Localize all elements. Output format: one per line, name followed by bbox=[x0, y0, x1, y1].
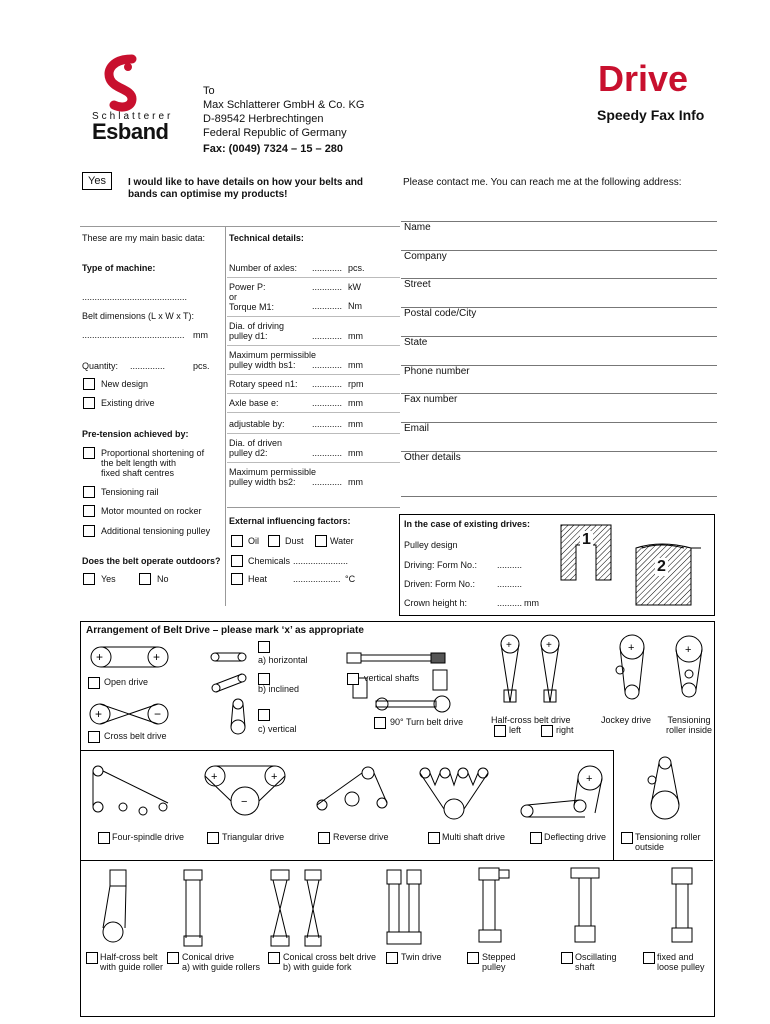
turn90-checkbox[interactable] bbox=[374, 717, 386, 729]
contact-field-phone-number[interactable]: Phone number bbox=[404, 366, 470, 377]
yes-request-checkbox[interactable]: Yes bbox=[82, 172, 112, 190]
chemicals-input[interactable]: ...................... bbox=[293, 556, 349, 566]
adjustable-label: adjustable by: bbox=[229, 419, 285, 429]
proportional-checkbox[interactable] bbox=[83, 447, 95, 459]
adjustable-unit: mm bbox=[348, 419, 363, 429]
half-cross-label: Half-cross belt drive bbox=[491, 715, 571, 725]
arrangement-heading: Arrangement of Belt Drive – please mark ‘x’ as appropriate bbox=[86, 625, 364, 636]
contact-field-name[interactable]: Name bbox=[404, 222, 431, 233]
fixed-loose-diagram bbox=[668, 866, 698, 946]
open-drive-label: Open drive bbox=[104, 677, 149, 687]
tension-outside-label-1: Tensioning roller bbox=[635, 832, 701, 842]
open-drive-checkbox[interactable] bbox=[88, 677, 100, 689]
chemicals-checkbox[interactable] bbox=[231, 555, 243, 567]
driven-form-label: Driven: Form No.: bbox=[404, 579, 476, 589]
max-width2-unit: mm bbox=[348, 477, 363, 487]
half-cross-guide-checkbox[interactable] bbox=[86, 952, 98, 964]
four-spindle-label: Four-spindle drive bbox=[112, 832, 185, 842]
conical-drive-diagram bbox=[180, 868, 210, 948]
vertical-checkbox[interactable] bbox=[258, 709, 270, 721]
half-cross-right-checkbox[interactable] bbox=[541, 725, 553, 737]
max-width1-label-2: pulley width bs1: bbox=[229, 360, 296, 370]
axle-base-unit: mm bbox=[348, 398, 363, 408]
logo bbox=[88, 55, 188, 145]
dia-driving-label-2: pulley d1: bbox=[229, 331, 268, 341]
pulley-profile-diagram bbox=[556, 520, 706, 610]
technical-heading: Technical details: bbox=[229, 233, 304, 243]
open-drive-diagram bbox=[88, 645, 178, 670]
chemicals-label: Chemicals bbox=[248, 556, 291, 566]
machine-input[interactable]: .......................................... bbox=[82, 292, 188, 302]
heat-label: Heat bbox=[248, 574, 268, 584]
multi-shaft-checkbox[interactable] bbox=[428, 832, 440, 844]
tension-outside-label-2: outside bbox=[635, 842, 665, 852]
oscillating-shaft-label-1: Oscillating bbox=[575, 952, 617, 962]
cross-drive-diagram bbox=[88, 702, 178, 727]
max-width2-label-2: pulley width bs2: bbox=[229, 477, 296, 487]
contact-field-state[interactable]: State bbox=[404, 337, 428, 348]
machine-label: Type of machine: bbox=[82, 263, 156, 273]
contact-field-other-details[interactable]: Other details bbox=[404, 452, 461, 463]
conical-cross-label-1: Conical cross belt drive bbox=[283, 952, 377, 962]
svg-text:+: + bbox=[95, 707, 103, 721]
stepped-pulley-label-2: pulley bbox=[482, 962, 506, 972]
tension-inside-diagram bbox=[665, 632, 715, 712]
four-spindle-diagram bbox=[88, 763, 180, 823]
stepped-pulley-diagram bbox=[475, 866, 515, 946]
outdoors-yes-checkbox[interactable] bbox=[83, 573, 95, 585]
svg-text:+: + bbox=[153, 650, 161, 664]
profile-number-1: 1 bbox=[582, 531, 591, 548]
proportional-label-3: fixed shaft centres bbox=[101, 468, 175, 478]
max-width1-label-1: Maximum permissible bbox=[229, 350, 317, 360]
axles-input[interactable]: ............ bbox=[312, 263, 343, 273]
half-cross-right-label: right bbox=[556, 725, 574, 735]
contact-field-postal-code-city[interactable]: Postal code/City bbox=[404, 308, 477, 319]
svg-text:+: + bbox=[211, 771, 218, 783]
inclined-label: b) inclined bbox=[258, 684, 300, 694]
logo-bottom-text: Esband bbox=[92, 119, 169, 144]
oil-checkbox[interactable] bbox=[231, 535, 243, 547]
half-cross-left-label: left bbox=[509, 725, 522, 735]
page-subtitle: Speedy Fax Info bbox=[597, 107, 705, 123]
triangular-checkbox[interactable] bbox=[207, 832, 219, 844]
power-input[interactable]: ............ bbox=[312, 282, 343, 292]
tension-inside-label-1: Tensioning bbox=[667, 715, 711, 725]
fixed-loose-checkbox[interactable] bbox=[643, 952, 655, 964]
oscillating-shaft-diagram bbox=[565, 866, 610, 946]
reverse-diagram bbox=[312, 763, 392, 813]
request-text: I would like to have details on how your belts and bands can optimise my products! bbox=[128, 177, 364, 200]
twin-drive-diagram bbox=[385, 868, 425, 948]
motor-rocker-checkbox[interactable] bbox=[83, 505, 95, 517]
outdoors-question: Does the belt operate outdoors? bbox=[82, 556, 221, 566]
rotary-speed-label: Rotary speed n1: bbox=[229, 379, 298, 389]
additional-pulley-checkbox[interactable] bbox=[83, 525, 95, 537]
jockey-label: Jockey drive bbox=[601, 715, 652, 725]
tension-outside-checkbox[interactable] bbox=[621, 832, 633, 844]
half-cross-guide-label-2: with guide roller bbox=[100, 962, 164, 972]
turn90-label: 90° Turn belt drive bbox=[390, 717, 464, 727]
dust-label: Dust bbox=[285, 536, 304, 546]
tension-outside-diagram bbox=[640, 755, 690, 825]
max-width1-unit: mm bbox=[348, 360, 363, 370]
svg-text:+: + bbox=[586, 773, 593, 785]
turn90-diagram bbox=[372, 695, 462, 715]
conical-cross-label-2: b) with guide fork bbox=[283, 962, 352, 972]
recipient-city: D-89542 Herbrechtingen bbox=[203, 113, 324, 125]
water-label: Water bbox=[330, 536, 354, 546]
half-cross-guide-diagram bbox=[95, 868, 145, 948]
basic-data-heading: These are my main basic data: bbox=[82, 233, 206, 243]
crown-height-label: Crown height h: bbox=[404, 598, 468, 608]
vertical-drive-diagram bbox=[226, 697, 250, 737]
oscillating-shaft-checkbox[interactable] bbox=[561, 952, 573, 964]
outdoors-no-checkbox[interactable] bbox=[139, 573, 151, 585]
max-width2-label-1: Maximum permissible bbox=[229, 467, 317, 477]
oscillating-shaft-label-2: shaft bbox=[575, 962, 595, 972]
horizontal-checkbox[interactable] bbox=[258, 641, 270, 653]
crown-height-unit: mm bbox=[524, 598, 539, 608]
axle-base-label: Axle base e: bbox=[229, 398, 279, 408]
new-design-checkbox[interactable] bbox=[83, 378, 95, 390]
contact-field-line bbox=[401, 250, 717, 251]
horizontal-drive-diagram bbox=[210, 650, 250, 665]
dust-checkbox[interactable] bbox=[268, 535, 280, 547]
svg-text:+: + bbox=[546, 640, 552, 651]
rotary-speed-input[interactable]: ............ bbox=[312, 379, 343, 389]
adjustable-input[interactable]: ............ bbox=[312, 419, 343, 429]
quantity-label: Quantity: bbox=[82, 361, 119, 371]
inclined-drive-diagram bbox=[210, 673, 250, 693]
torque-label: Torque M1: bbox=[229, 302, 275, 312]
twin-drive-label: Twin drive bbox=[401, 952, 442, 962]
proportional-label-2: the belt length with bbox=[101, 458, 177, 468]
max-width1-input[interactable]: ............ bbox=[312, 360, 343, 370]
conical-cross-diagram bbox=[265, 868, 325, 948]
svg-text:+: + bbox=[96, 650, 104, 664]
cross-drive-checkbox[interactable] bbox=[88, 731, 100, 743]
twin-drive-checkbox[interactable] bbox=[386, 952, 398, 964]
stepped-pulley-checkbox[interactable] bbox=[467, 952, 479, 964]
fax-number: Fax: (0049) 7324 – 15 – 280 bbox=[203, 143, 344, 155]
contact-field-street[interactable]: Street bbox=[404, 279, 431, 290]
max-width2-input[interactable]: ............ bbox=[312, 477, 343, 487]
contact-text: Please contact me. You can reach me at the following address: bbox=[403, 177, 682, 188]
vertical-shafts-label: vertical shafts bbox=[364, 673, 420, 683]
conical-cross-checkbox[interactable] bbox=[268, 952, 280, 964]
contact-field-line bbox=[401, 221, 717, 222]
page-title: Drive bbox=[598, 58, 689, 99]
new-design-label: New design bbox=[101, 379, 149, 389]
fixed-loose-label-1: fixed and bbox=[657, 952, 694, 962]
pulley-design-label: Pulley design bbox=[404, 540, 458, 550]
belt-dimensions-label: Belt dimensions (L x W x T): bbox=[82, 311, 195, 321]
dia-driving-input[interactable]: ............ bbox=[312, 331, 343, 341]
oil-label: Oil bbox=[248, 536, 259, 546]
heat-input[interactable]: ................... bbox=[293, 574, 341, 584]
kw-unit: kW bbox=[348, 282, 361, 292]
deflecting-label: Deflecting drive bbox=[544, 832, 607, 842]
jockey-drive-diagram bbox=[605, 632, 660, 712]
svg-text:+: + bbox=[685, 644, 692, 656]
axles-unit: pcs. bbox=[348, 263, 365, 273]
heat-unit: °C bbox=[345, 574, 356, 584]
dia-driven-unit: mm bbox=[348, 448, 363, 458]
recipient-country: Federal Republic of Germany bbox=[203, 127, 347, 139]
driven-form-input[interactable]: .......... bbox=[497, 579, 523, 589]
pretension-heading: Pre-tension achieved by: bbox=[82, 429, 189, 439]
pcs-unit: pcs. bbox=[193, 361, 210, 371]
contact-field-line bbox=[401, 422, 717, 423]
conical-drive-label-2: a) with guide rollers bbox=[182, 962, 261, 972]
torque-input[interactable]: ............ bbox=[312, 301, 343, 311]
contact-field-company[interactable]: Company bbox=[404, 251, 447, 262]
svg-text:+: + bbox=[628, 642, 635, 654]
contact-field-fax-number[interactable]: Fax number bbox=[404, 394, 458, 405]
svg-text:−: − bbox=[154, 707, 162, 721]
dia-driven-label-1: Dia. of driven bbox=[229, 438, 283, 448]
to-label: To bbox=[203, 85, 215, 97]
quantity-input[interactable]: .............. bbox=[130, 361, 166, 371]
contact-field-email[interactable]: Email bbox=[404, 423, 430, 434]
fixed-loose-label-2: loose pulley bbox=[657, 962, 705, 972]
contact-field-line bbox=[401, 336, 717, 337]
existing-drive-checkbox[interactable] bbox=[83, 397, 95, 409]
reverse-checkbox[interactable] bbox=[318, 832, 330, 844]
conical-drive-label-1: Conical drive bbox=[182, 952, 235, 962]
horizontal-label: a) horizontal bbox=[258, 655, 308, 665]
rpm-unit: rpm bbox=[348, 379, 364, 389]
outdoors-no-label: No bbox=[157, 574, 169, 584]
power-label: Power P: bbox=[229, 282, 266, 292]
existing-drive-label: Existing drive bbox=[101, 398, 155, 408]
svg-text:−: − bbox=[241, 796, 248, 808]
cross-drive-label: Cross belt drive bbox=[104, 731, 167, 741]
vertical-shafts-checkbox[interactable] bbox=[347, 673, 359, 685]
dia-driving-label-1: Dia. of driving bbox=[229, 321, 285, 331]
driving-form-input[interactable]: .......... bbox=[497, 560, 523, 570]
motor-rocker-label: Motor mounted on rocker bbox=[101, 506, 202, 516]
half-cross-guide-label-1: Half-cross belt bbox=[100, 952, 158, 962]
vertical-label: c) vertical bbox=[258, 724, 297, 734]
profile-number-2: 2 bbox=[657, 558, 666, 575]
deflecting-diagram bbox=[515, 763, 610, 823]
logo-top-text: Schlatterer bbox=[92, 111, 174, 122]
axle-base-input[interactable]: ............ bbox=[312, 398, 343, 408]
contact-field-line bbox=[401, 278, 717, 279]
existing-drives-heading: In the case of existing drives: bbox=[404, 519, 531, 529]
other-details-line[interactable] bbox=[401, 496, 717, 497]
axles-label: Number of axles: bbox=[229, 263, 298, 273]
tension-inside-label-2: roller inside bbox=[666, 725, 713, 735]
or-label: or bbox=[229, 292, 238, 302]
dia-driven-input[interactable]: ............ bbox=[312, 448, 343, 458]
multi-shaft-diagram bbox=[415, 763, 495, 823]
outdoors-yes-label: Yes bbox=[101, 574, 116, 584]
heat-checkbox[interactable] bbox=[231, 573, 243, 585]
crown-height-input[interactable]: .......... bbox=[497, 598, 523, 608]
reverse-label: Reverse drive bbox=[333, 832, 389, 842]
tensioning-rail-label: Tensioning rail bbox=[101, 487, 159, 497]
nm-unit: Nm bbox=[348, 301, 362, 311]
multi-shaft-label: Multi shaft drive bbox=[442, 832, 506, 842]
proportional-label-1: Proportional shortening of bbox=[101, 448, 205, 458]
svg-text:+: + bbox=[271, 771, 278, 783]
deflecting-checkbox[interactable] bbox=[530, 832, 542, 844]
external-factors-heading: External influencing factors: bbox=[229, 516, 351, 526]
half-cross-left-checkbox[interactable] bbox=[494, 725, 506, 737]
four-spindle-checkbox[interactable] bbox=[98, 832, 110, 844]
driving-form-label: Driving: Form No.: bbox=[404, 560, 478, 570]
triangular-diagram bbox=[200, 763, 295, 818]
dia-driven-label-2: pulley d2: bbox=[229, 448, 268, 458]
stepped-pulley-label-1: Stepped bbox=[482, 952, 516, 962]
recipient-company: Max Schlatterer GmbH & Co. KG bbox=[203, 99, 365, 111]
water-checkbox[interactable] bbox=[315, 535, 327, 547]
tensioning-rail-checkbox[interactable] bbox=[83, 486, 95, 498]
mm-unit: mm bbox=[193, 330, 208, 340]
conical-drive-checkbox[interactable] bbox=[167, 952, 179, 964]
additional-pulley-label: Additional tensioning pulley bbox=[101, 526, 211, 536]
belt-dimensions-input[interactable]: ......................................... bbox=[82, 330, 185, 340]
half-cross-diagram bbox=[492, 632, 572, 712]
triangular-label: Triangular drive bbox=[222, 832, 285, 842]
dia-driving-unit: mm bbox=[348, 331, 363, 341]
svg-text:+: + bbox=[506, 640, 512, 651]
